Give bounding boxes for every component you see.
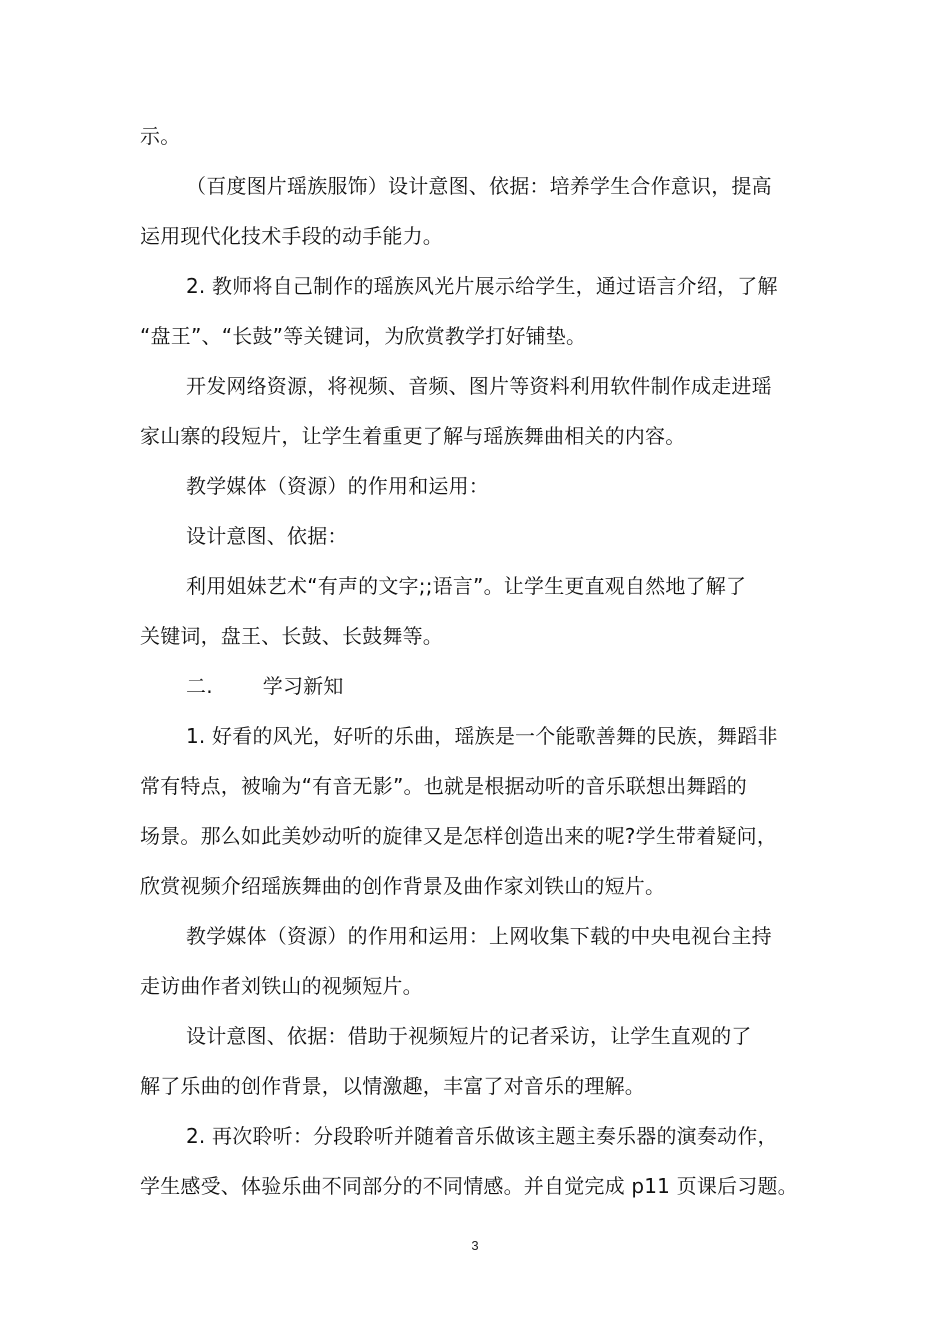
text-line: 示。 <box>140 124 181 148</box>
text-line: 场景。那么如此美妙动听的旋律又是怎样创造出来的呢?学生带着疑问， <box>140 824 778 848</box>
text-line: 欣赏视频介绍瑶族舞曲的创作背景及曲作家刘铁山的短片。 <box>140 874 666 898</box>
text-line: 解了乐曲的创作背景，以情激趣，丰富了对音乐的理解。 <box>140 1074 645 1098</box>
text-line: “盘王”、“长鼓”等关键词，为欣赏教学打好铺垫。 <box>140 324 587 348</box>
text-line: 设计意图、依据： <box>186 524 348 548</box>
text-line: 1. 好看的风光，好听的乐曲，瑶族是一个能歌善舞的民族，舞蹈非 <box>186 724 778 748</box>
text-line: 2. 再次聆听：分段聆听并随着音乐做该主题主奏乐器的演奏动作， <box>186 1124 778 1148</box>
text-line: 教学媒体（资源）的作用和运用：上网收集下载的中央电视台主持 <box>186 924 772 948</box>
text-line: 走访曲作者刘铁山的视频短片。 <box>140 974 423 998</box>
text-line: 常有特点，被喻为“有音无影”。也就是根据动听的音乐联想出舞蹈的 <box>140 774 747 798</box>
page-number: 3 <box>471 1238 479 1253</box>
text-line: （百度图片瑶族服饰）设计意图、依据：培养学生合作意识，提高 <box>186 174 772 198</box>
section-heading <box>186 672 344 700</box>
section-marker: 二. <box>186 674 213 698</box>
text-line: 设计意图、依据：借助于视频短片的记者采访，让学生直观的了 <box>186 1024 752 1048</box>
section-title: 学习新知 <box>262 674 344 698</box>
text-line: 家山寨的段短片，让学生着重更了解与瑶族舞曲相关的内容。 <box>140 424 686 448</box>
text-line: 2. 教师将自己制作的瑶族风光片展示给学生，通过语言介绍，了解 <box>186 274 778 298</box>
text-line: 学生感受、体验乐曲不同部分的不同情感。并自觉完成 p11 页课后习题。 <box>140 1174 798 1198</box>
text-line: 运用现代化技术手段的动手能力。 <box>140 224 443 248</box>
text-line: 关键词，盘王、长鼓、长鼓舞等。 <box>140 624 443 648</box>
text-line: 开发网络资源，将视频、音频、图片等资料利用软件制作成走进瑶 <box>186 374 772 398</box>
text-line: 教学媒体（资源）的作用和运用： <box>186 474 489 498</box>
text-line: 利用姐妹艺术“有声的文字;;语言”。让学生更直观自然地了解了 <box>186 574 747 598</box>
